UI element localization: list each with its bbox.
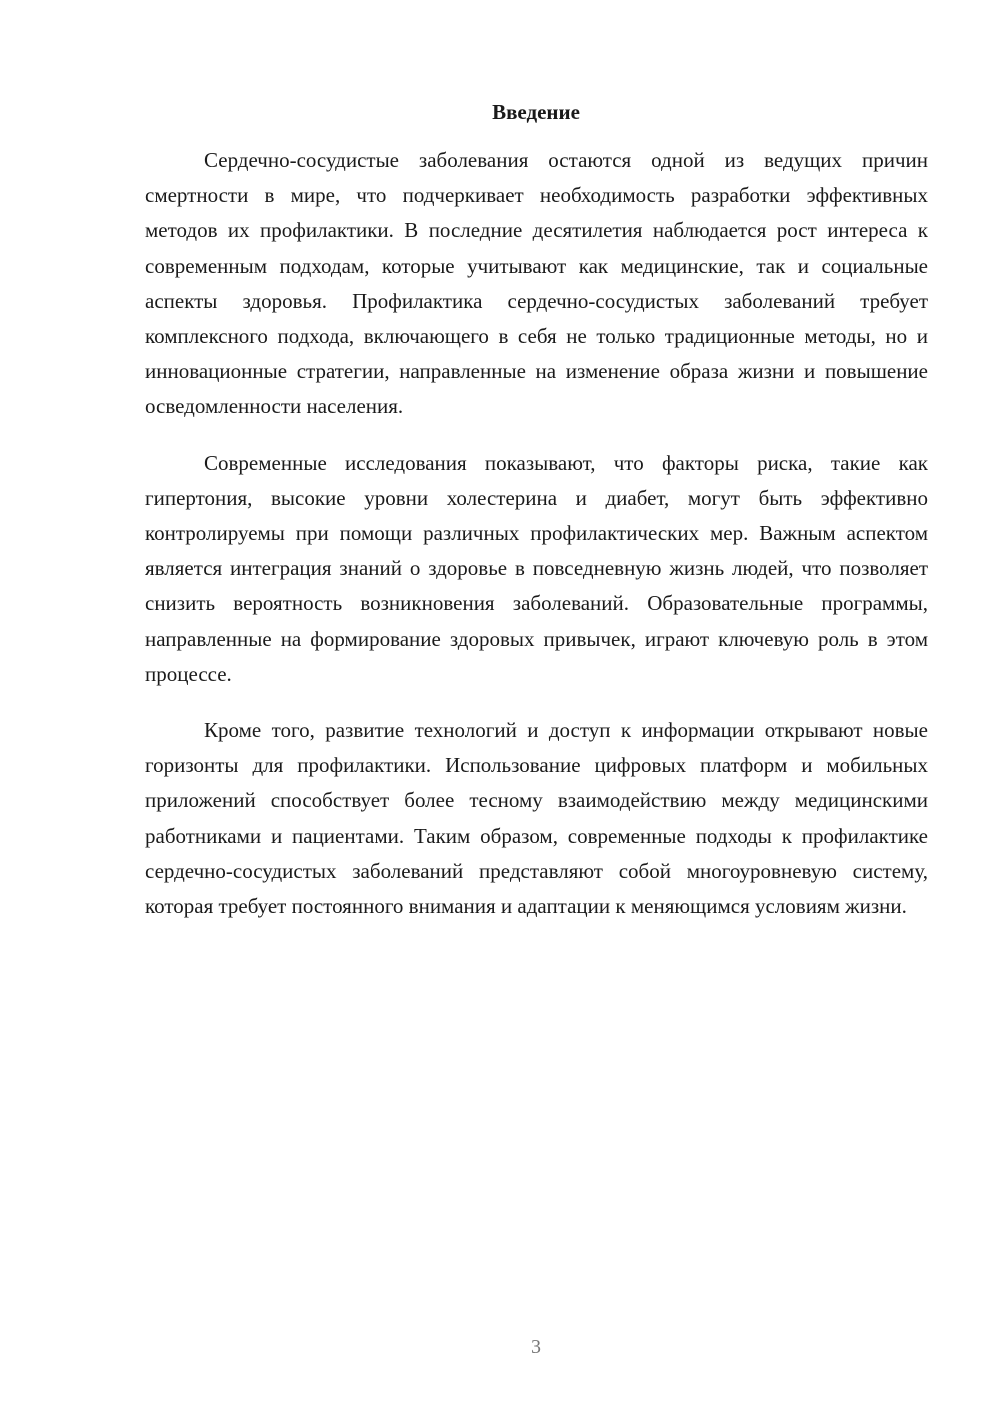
paragraph-1: Сердечно-сосудистые заболевания остаются одной из ведущих причин смертности в мире, что подчеркивает необходимость разработки эффективных методов их профилактики. В последние десятилетия наблюдается рост интереса к современным подходам, которые учитывают как медицинские, так и социальные аспекты здоровья. Профилактика сердечно-сосудистых заболеваний требует комплексного подхода, включающего в себя не только традиционные методы, но и инновационные стратегии, направленные на изменение образа жизни и повышение осведомленности населения. bbox=[145, 148, 928, 419]
paragraph-2: Современные исследования показывают, что факторы риска, такие как гипертония, высокие уровни холестерина и диабет, могут быть эффективно контролируемы при помощи различных профилактических мер. Важным аспектом является интеграция знаний о здоровье в повседневную жизнь людей, что позволяет снизить вероятность возникновения заболеваний. Образовательные программы, направленные на формирование здоровых привычек, играют ключевую роль в этом процессе. bbox=[145, 450, 928, 686]
section-heading: Введение bbox=[492, 100, 580, 124]
paragraph-3: Кроме того, развитие технологий и доступ к информации открывают новые горизонты для профилактики. Использование цифровых платформ и мобильных приложений способствует более тесному взаимодействию между медицинскими работниками и пациентами. Таким образом, современные подходы к профилактике сердечно-сосудистых заболеваний представляют собой многоуровневую систему, которая требует постоянного внимания и адаптации к меняющимся условиям жизни. bbox=[145, 718, 928, 919]
page-number: 3 bbox=[531, 1336, 541, 1358]
body-text bbox=[145, 143, 928, 945]
